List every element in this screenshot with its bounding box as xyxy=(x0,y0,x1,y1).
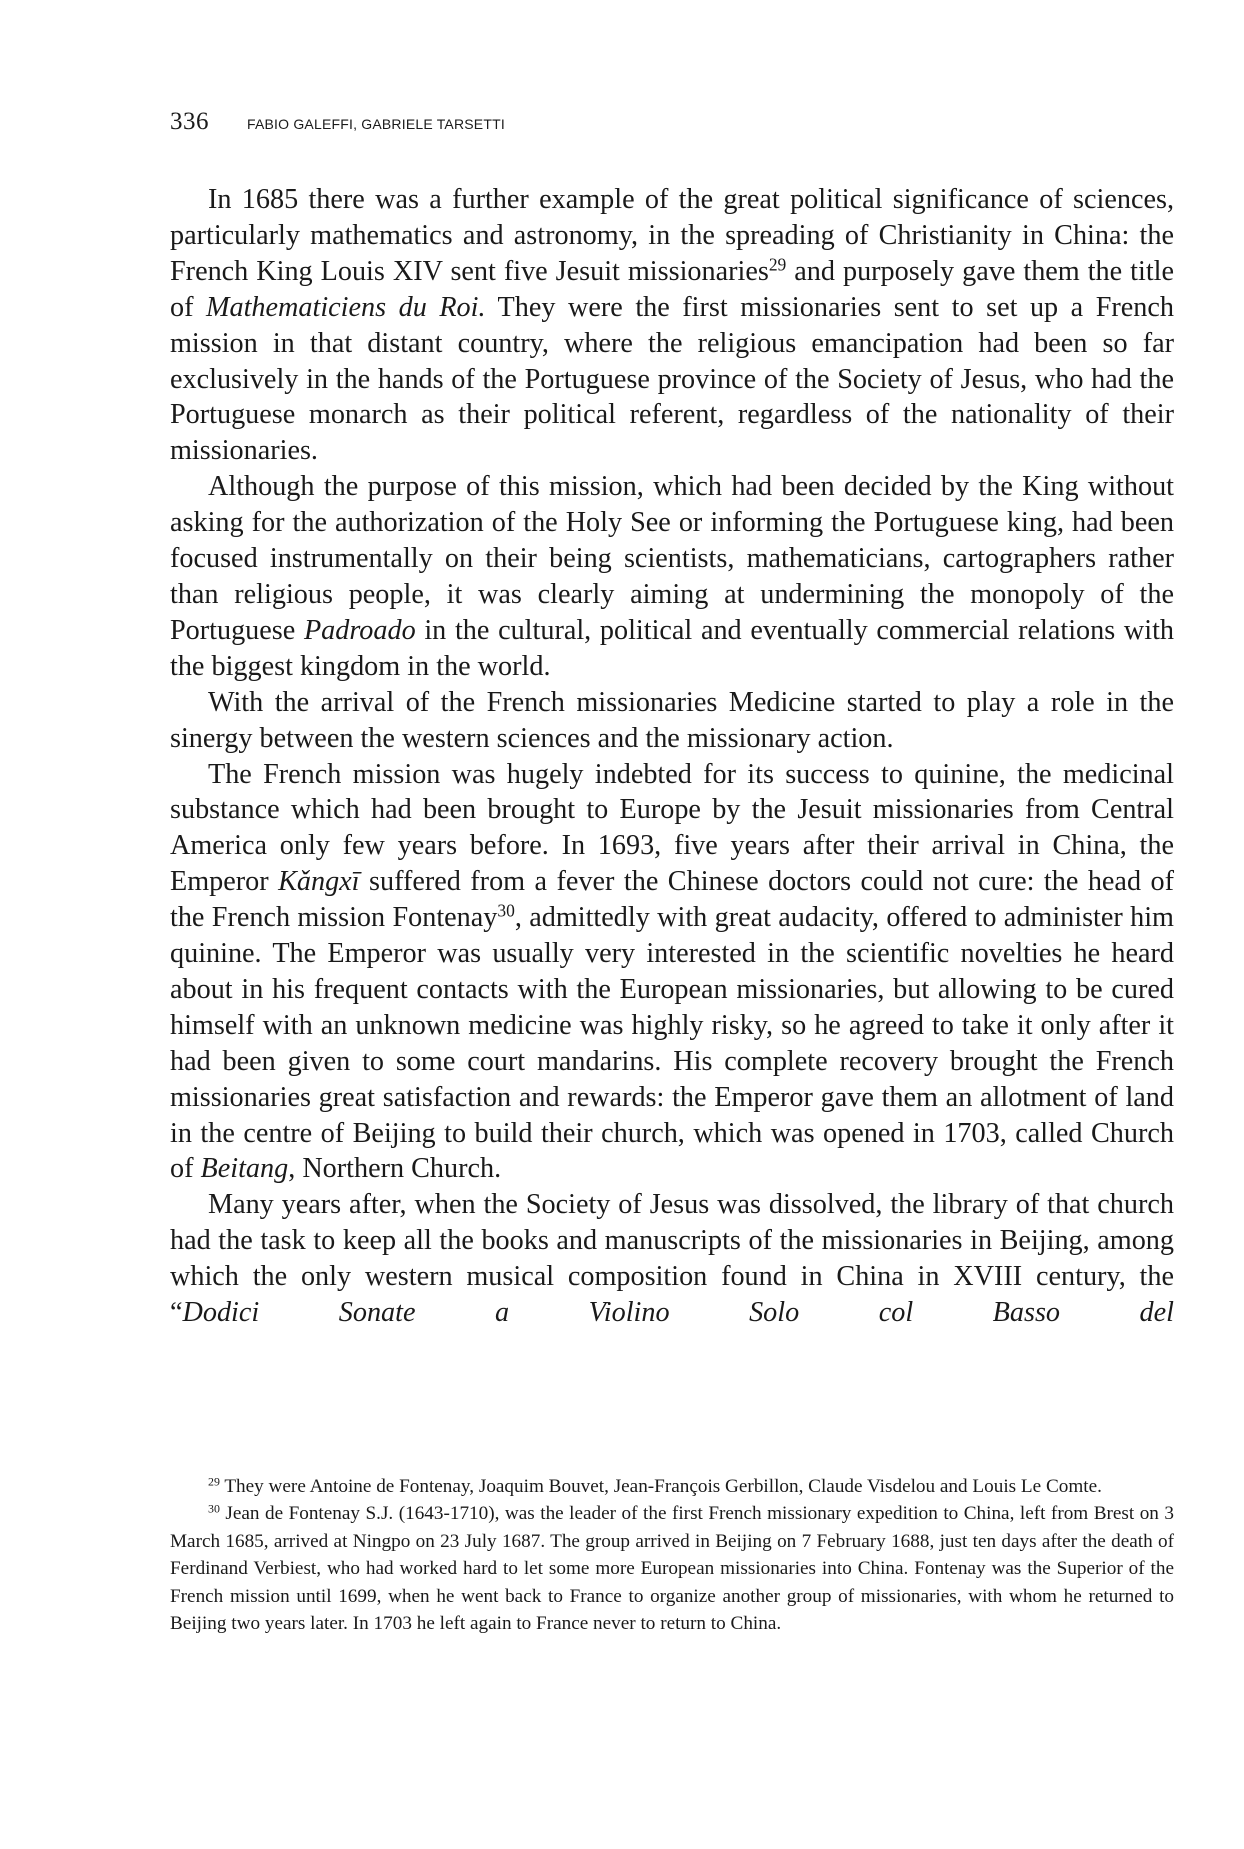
text-run: The French mission was hugely indebted for its success to quinine, the medicinal substance which had been brought to Europe by the Jesuit missionaries from Central America only few years before. In 1693, five years after their arrival in China, the Emperor xyxy=(170,758,1174,898)
paragraph xyxy=(170,182,1174,469)
italic-term: Beitang xyxy=(200,1153,289,1185)
paragraph xyxy=(170,757,1174,1188)
text-run: and purposely gave them the title of xyxy=(170,255,1174,323)
paragraph xyxy=(170,1187,1174,1331)
text-run: Although the purpose of this mission, which had been decided by the King without asking for the authorization of the Holy See or informing the Portuguese king, had been focused instrumentally on their being scientists, mathematicians, cartographers rather than religious people, it was clearly aiming at undermining the monopoly of the Portuguese xyxy=(170,471,1174,646)
italic-term: Mathematiciens du Roi. xyxy=(206,291,486,323)
text-run: , Northern Church. xyxy=(288,1153,502,1185)
footnote-text: Jean de Fontenay S.J. (1643-1710), was the leader of the first French missionary expedition to China, left from Brest on 3 March 1685, arrived at Ningpo on 23 July 1687. The group arrived in Beijing on 7 February 1688, just ten days after the death of Ferdinand Verbiest, who had worked hard to let some more European missionaries into China. Fontenay was the Superior of the French mission until 1699, when he went back to France to organize another group of missionaries, with whom he returned to Beijing two years later. In 1703 he left again to France never to return to China. xyxy=(170,1503,1174,1635)
running-head-authors: FABIO GALEFFI, GABRIELE TARSETTI xyxy=(247,116,505,132)
paragraph: With the arrival of the French missionaries Medicine started to play a role in the sinergy between the western sciences and the missionary action. xyxy=(170,686,1174,754)
footnote-30 xyxy=(170,1500,1174,1637)
main-text xyxy=(170,182,1174,1331)
footnote-number: 29 xyxy=(208,1474,220,1489)
text-run: in the cultural, political and eventually commercial relations with the biggest kingdom in the world. xyxy=(170,614,1174,682)
footnote-number: 30 xyxy=(208,1501,220,1516)
footnote-29 xyxy=(170,1473,1174,1500)
running-head xyxy=(170,108,1170,136)
text-run: They were the first missionaries sent to set up a French mission in that distant country, where the religious emancipation had been so far exclusively in the hands of the Portuguese province of the Society of Jesus, who had the Portuguese monarch as their political referent, regardless of the nationality of their missionaries. xyxy=(170,291,1174,467)
italic-term: Padroado xyxy=(303,614,416,646)
italic-term: Kǎngxī xyxy=(278,866,360,898)
footnote-ref-30: 30 xyxy=(497,900,515,921)
text-run: , admittedly with great audacity, offered to administer him quinine. The Emperor was usually very interested in the scientific novelties he heard about in his frequent contacts with the European missionaries, but allowing to be cured himself with an unknown medicine was highly risky, so he agreed to take it only after it had been given to some court mandarins. His complete recovery brought the French missionaries great satisfaction and rewards: the Emperor gave them an allotment of land in the centre of Beijing to build their church, which was opened in 1703, called Church of xyxy=(170,902,1174,1185)
italic-title: Dodici Sonate a Violino Solo col Basso del xyxy=(182,1297,1174,1329)
text-run: Many years after, when the Society of Jesus was dissolved, the library of that church had the task to keep all the books and manuscripts of the missionaries in Beijing, among which the only western musical composition found in China in XVIII century, the “ xyxy=(170,1189,1174,1329)
page-number: 336 xyxy=(170,108,209,135)
text-run: In 1685 there was a further example of the great political significance of sciences, particularly mathematics and astronomy, in the spreading of Christianity in China: the French King Louis XIV sent five Jesuit missionaries xyxy=(170,184,1174,287)
footnote-text: They were Antoine de Fontenay, Joaquim Bouvet, Jean-François Gerbillon, Claude Visdelou and Louis Le Comte. xyxy=(219,1476,1102,1497)
footnotes xyxy=(170,1473,1174,1637)
footnote-ref-29: 29 xyxy=(768,254,787,275)
paragraph xyxy=(170,469,1174,684)
text-run: suffered from a fever the Chinese doctors could not cure: the head of the French mission Fontenay xyxy=(170,866,1174,934)
